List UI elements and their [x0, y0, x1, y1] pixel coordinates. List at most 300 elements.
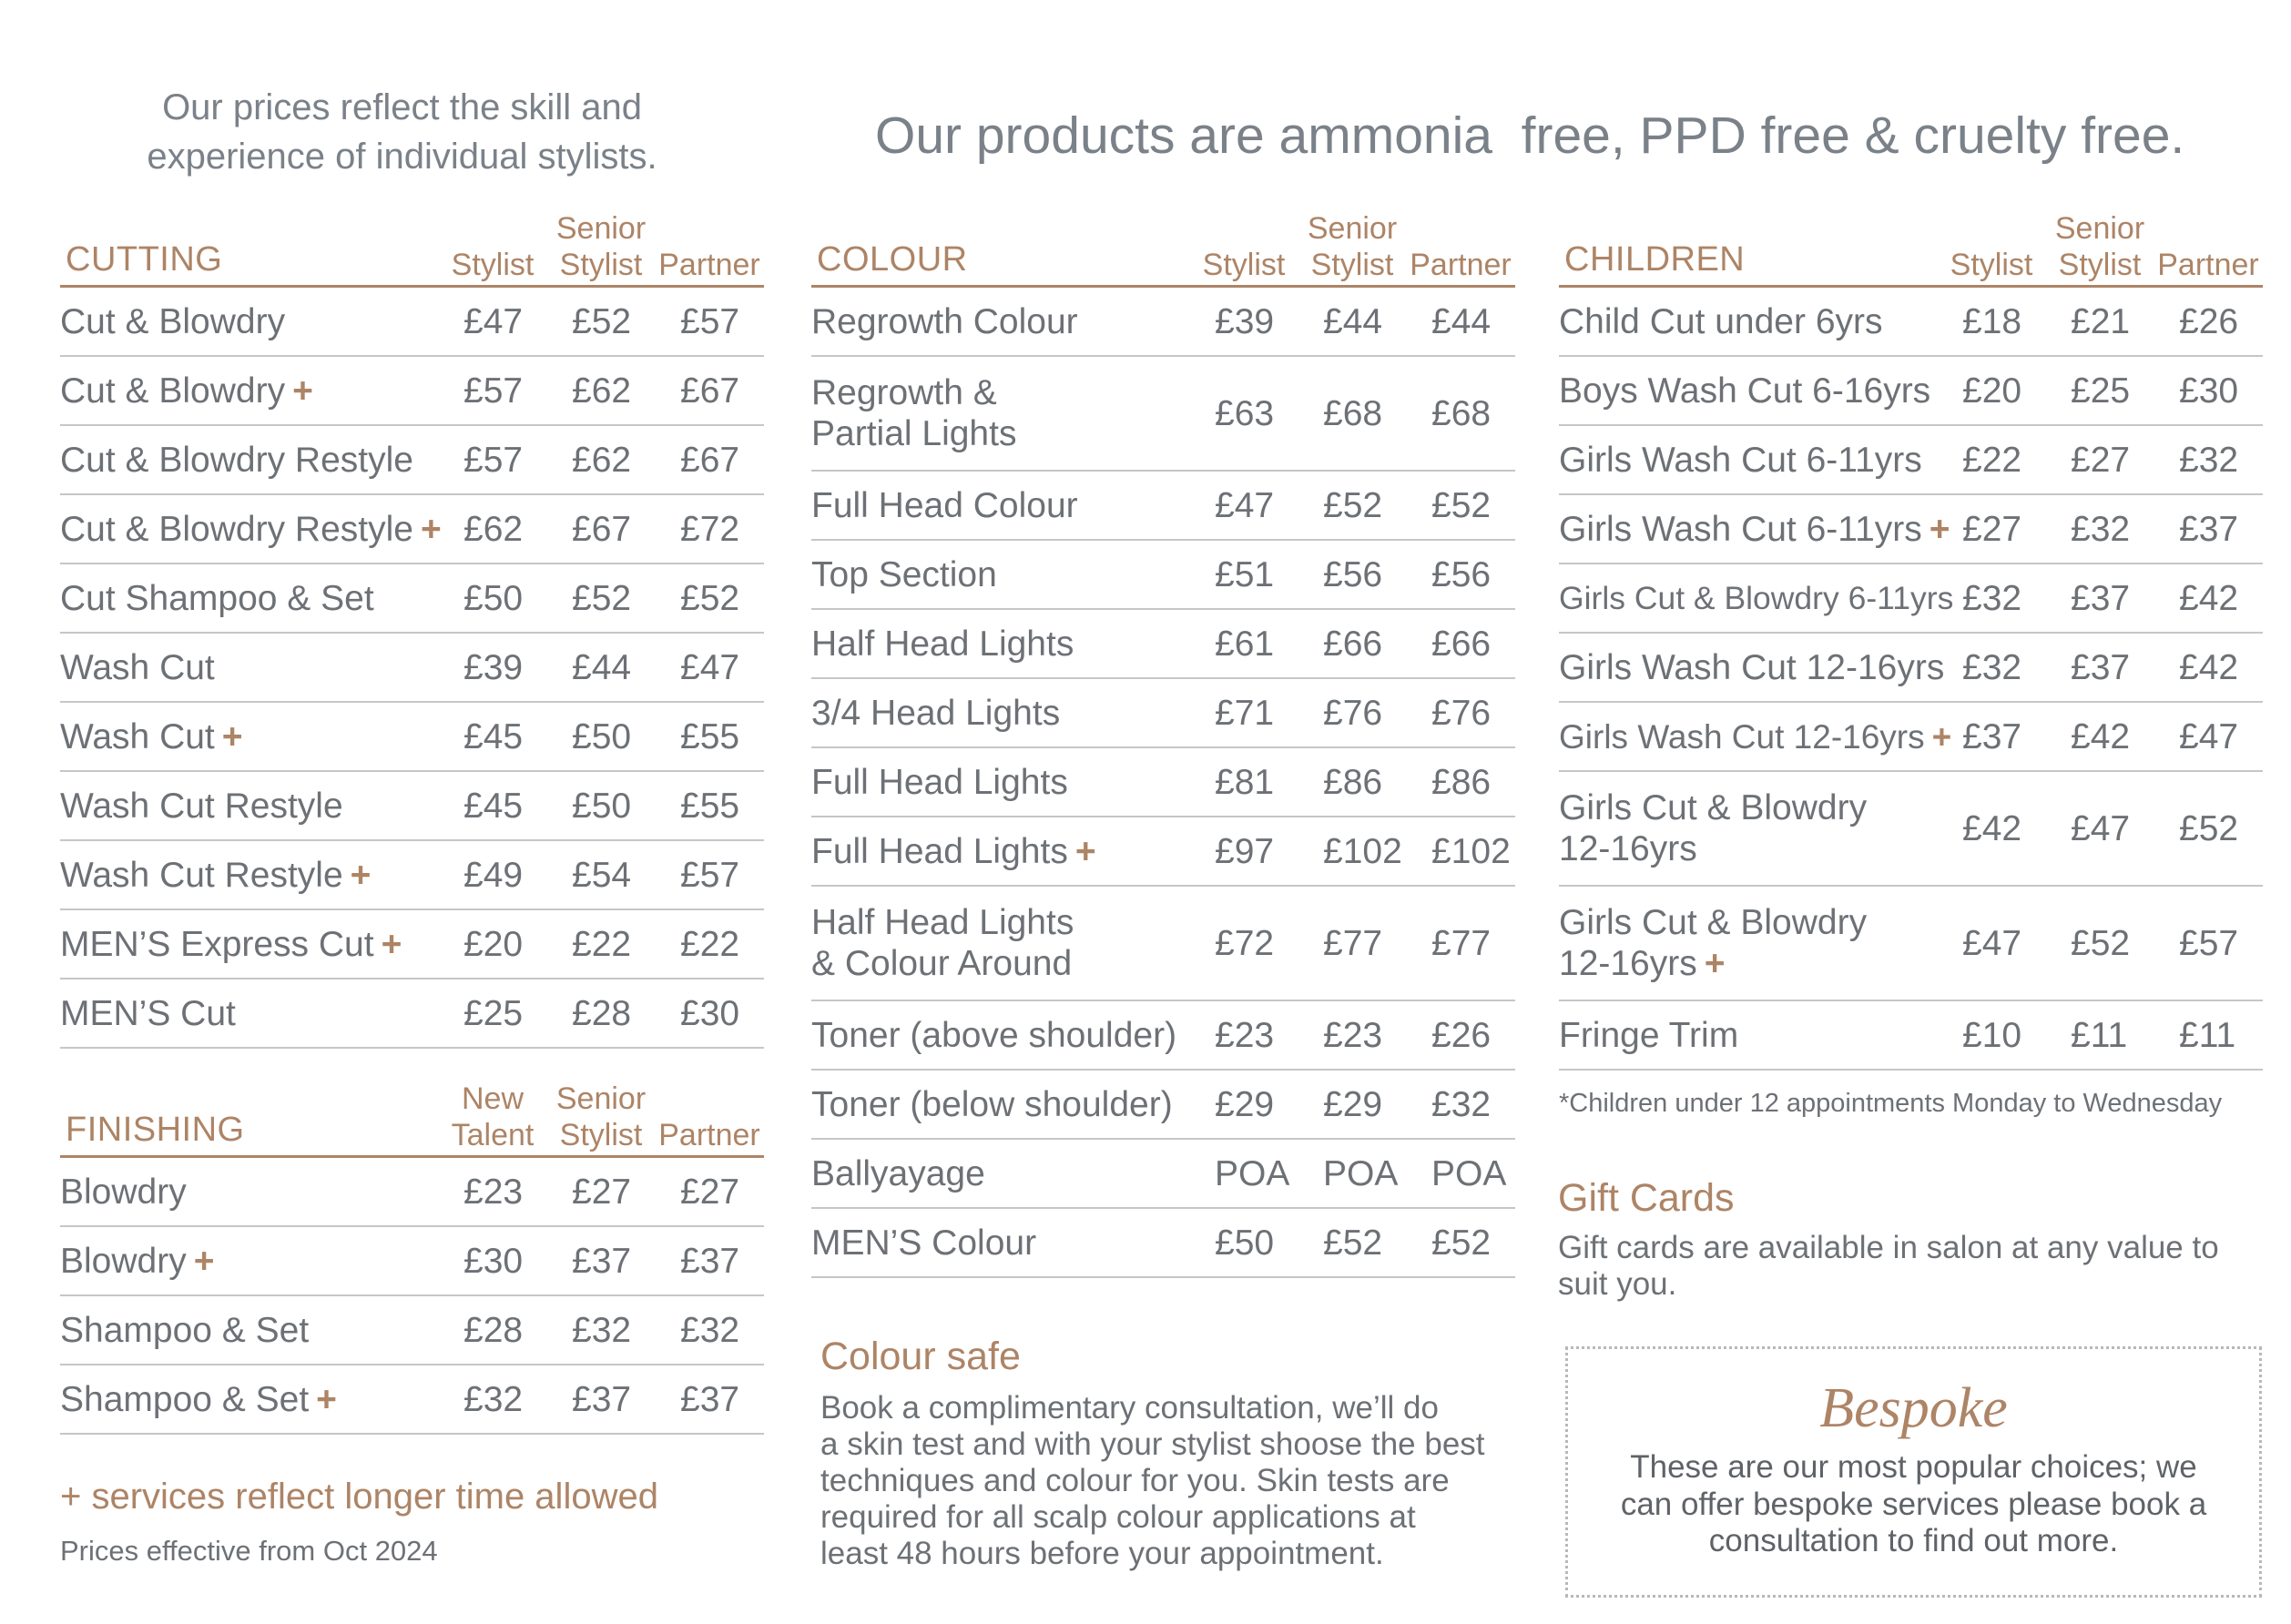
service-name-line	[1559, 828, 1697, 869]
price-senior-stylist: £37	[572, 1379, 632, 1419]
price-row	[60, 1158, 764, 1227]
children-appointments-note: *Children under 12 appointments Monday to Wednesday	[1559, 1089, 2223, 1118]
longer-time-note: + services reflect longer time allowed	[60, 1477, 658, 1517]
service-name-line	[811, 762, 1068, 803]
price-senior-stylist: £37	[2071, 578, 2131, 618]
price-stylist: £20	[463, 924, 524, 964]
price-senior-stylist: £52	[1323, 1223, 1383, 1263]
service-name-line	[811, 554, 997, 595]
service-name-text: Boys Wash Cut 6-16yrs	[1559, 370, 1931, 411]
bespoke-box	[1565, 1346, 2262, 1598]
column-header-stylist	[452, 247, 535, 283]
longer-time-plus-marker: +	[193, 1241, 215, 1281]
service-name-line	[811, 943, 1072, 984]
column-header-line: Senior	[555, 211, 647, 246]
price-stylist: £63	[1215, 393, 1275, 433]
service-name-text: Top Section	[811, 554, 997, 594]
price-partner: £52	[1431, 1223, 1492, 1263]
price-senior-stylist: £102	[1323, 831, 1402, 871]
price-row	[60, 426, 764, 495]
service-name-text: Cut & Blowdry Restyle	[60, 509, 413, 549]
service-name-text: Full Head Lights	[811, 831, 1068, 871]
service-name	[811, 1084, 1215, 1125]
service-name-text: MEN’S Express Cut	[60, 924, 374, 964]
colour-title: COLOUR	[817, 240, 968, 279]
price-senior-stylist: £27	[2071, 440, 2131, 480]
price-partner: £72	[680, 509, 740, 549]
price-partner: £30	[2179, 370, 2239, 411]
price-stylist: £10	[1962, 1015, 2022, 1055]
price-row	[811, 1001, 1515, 1071]
service-name-line	[1559, 647, 1944, 688]
service-name-text: Cut & Blowdry Restyle	[60, 440, 413, 480]
price-partner: £42	[2179, 647, 2239, 687]
service-name-line	[60, 647, 215, 688]
service-name-text: Blowdry	[60, 1241, 187, 1281]
price-stylist: £51	[1215, 554, 1275, 594]
service-name	[811, 1223, 1215, 1264]
service-name	[1559, 1015, 1962, 1056]
service-name	[60, 370, 463, 411]
price-stylist: £45	[463, 786, 524, 826]
column-header-line: Senior	[1307, 211, 1398, 246]
price-senior-stylist: £28	[572, 993, 632, 1033]
service-name	[60, 1172, 463, 1213]
price-senior-stylist: £62	[572, 440, 632, 480]
price-partner: £86	[1431, 762, 1492, 802]
service-name-line	[60, 509, 442, 550]
service-name-text: Half Head Lights	[811, 624, 1074, 664]
price-senior-stylist: £77	[1323, 923, 1383, 963]
price-row	[811, 817, 1515, 887]
service-name	[60, 578, 463, 619]
service-name-line	[60, 924, 402, 965]
bespoke-line: consultation to find out more.	[1708, 1523, 2119, 1558]
service-name-line	[60, 578, 374, 619]
price-senior-stylist: £68	[1323, 393, 1383, 433]
price-row	[60, 288, 764, 357]
service-name-line	[811, 485, 1078, 526]
price-partner: £47	[2179, 716, 2239, 756]
service-name-line	[60, 786, 343, 827]
price-stylist: POA	[1215, 1153, 1290, 1193]
price-senior-stylist: £47	[2071, 808, 2131, 848]
price-senior-stylist: £52	[1323, 485, 1383, 525]
column-header-line: Senior	[2054, 211, 2145, 246]
column-header-line: Senior	[555, 1081, 647, 1116]
service-name-text: Partial Lights	[811, 414, 1017, 453]
price-partner: £67	[680, 370, 740, 411]
colour-header	[811, 212, 1515, 288]
price-senior-stylist: £27	[572, 1172, 632, 1212]
price-stylist: £39	[1215, 301, 1275, 341]
price-stylist: £81	[1215, 762, 1275, 802]
service-name-line	[811, 624, 1074, 665]
service-name-line	[60, 1310, 309, 1351]
price-partner: £22	[680, 924, 740, 964]
children-title: CHILDREN	[1564, 240, 1746, 279]
price-senior-stylist: £50	[572, 786, 632, 826]
price-row	[1559, 887, 2263, 1001]
price-senior-stylist: £32	[572, 1310, 632, 1350]
service-name-text: Toner (above shoulder)	[811, 1015, 1177, 1055]
price-senior-stylist: £22	[572, 924, 632, 964]
price-new-talent: £28	[463, 1310, 524, 1350]
colour-safe-line: required for all scalp colour applications at	[820, 1499, 1416, 1535]
price-senior-stylist: £52	[572, 578, 632, 618]
price-partner: £42	[2179, 578, 2239, 618]
longer-time-plus-marker: +	[1704, 944, 1726, 983]
column-header-line: Partner	[658, 1118, 760, 1152]
service-name	[811, 693, 1215, 734]
price-stylist: £47	[463, 301, 524, 341]
colour-safe-text	[820, 1390, 1485, 1572]
children-section	[1559, 212, 2263, 1071]
service-name-line	[1559, 1015, 1738, 1056]
price-partner: £56	[1431, 554, 1492, 594]
colour-section	[811, 212, 1515, 1278]
price-row	[60, 357, 764, 426]
price-stylist: £71	[1215, 693, 1275, 733]
price-stylist: £18	[1962, 301, 2022, 341]
bespoke-heading: Bespoke	[1819, 1377, 2008, 1439]
longer-time-plus-marker: +	[420, 509, 442, 549]
pricing-tagline-line: experience of individual stylists.	[147, 137, 657, 177]
service-name-text: Girls Cut & Blowdry	[1559, 788, 1868, 827]
service-name-line	[811, 693, 1060, 734]
service-name	[60, 440, 463, 481]
price-row	[1559, 564, 2263, 634]
price-partner: £77	[1431, 923, 1492, 963]
price-senior-stylist: £25	[2071, 370, 2131, 411]
price-senior-stylist: £52	[572, 301, 632, 341]
price-stylist: £29	[1215, 1084, 1275, 1124]
column-header-line: Stylist	[559, 248, 643, 282]
service-name	[60, 993, 463, 1034]
service-name-text: Wash Cut Restyle	[60, 786, 343, 826]
service-name-text: Ballyayage	[811, 1153, 985, 1193]
price-new-talent: £32	[463, 1379, 524, 1419]
bespoke-line: These are our most popular choices; we	[1630, 1449, 2197, 1485]
service-name	[60, 924, 463, 965]
service-name-text: MEN’S Cut	[60, 993, 236, 1033]
service-name-text: Half Head Lights	[811, 903, 1074, 942]
service-name-line	[60, 993, 236, 1034]
service-name	[811, 902, 1215, 984]
service-name	[1559, 578, 1962, 619]
service-name-line	[1559, 716, 1951, 757]
gift-cards-heading: Gift Cards	[1558, 1176, 1735, 1220]
price-row	[811, 472, 1515, 541]
price-row	[60, 772, 764, 841]
price-senior-stylist: £50	[572, 716, 632, 756]
price-row	[1559, 288, 2263, 357]
longer-time-plus-marker: +	[381, 924, 402, 964]
price-stylist: £25	[463, 993, 524, 1033]
column-header-stylist	[1950, 247, 2033, 283]
service-name-text: Wash Cut	[60, 647, 215, 687]
price-stylist: £32	[1962, 578, 2022, 618]
service-name	[60, 647, 463, 688]
products-tagline: Our products are ammonia free, PPD free & cruelty free.	[875, 107, 2185, 165]
gift-cards-line: Gift cards are available in salon at any value to	[1558, 1230, 2219, 1265]
column-header-new-talent	[452, 1081, 535, 1153]
price-senior-stylist: £44	[1323, 301, 1383, 341]
price-stylist: £39	[463, 647, 524, 687]
price-new-talent: £30	[463, 1241, 524, 1281]
service-name	[811, 762, 1215, 803]
price-row	[811, 1140, 1515, 1209]
price-partner: £32	[680, 1310, 740, 1350]
column-header-senior-stylist	[2055, 210, 2144, 283]
cutting-price-list	[60, 288, 764, 1049]
price-row	[811, 541, 1515, 610]
price-partner: POA	[1431, 1153, 1507, 1193]
column-header-partner	[1410, 247, 1512, 283]
column-header-line: Stylist	[1310, 248, 1394, 282]
price-senior-stylist: £54	[572, 855, 632, 895]
column-header-senior-stylist	[1308, 210, 1397, 283]
price-senior-stylist: £76	[1323, 693, 1383, 733]
service-name-text: Girls Wash Cut 12-16yrs	[1559, 647, 1945, 687]
pricing-tagline-line: Our prices reflect the skill and	[162, 87, 642, 127]
price-row	[1559, 772, 2263, 887]
column-header-line: Partner	[1410, 248, 1512, 282]
service-name-line	[1559, 370, 1930, 411]
service-name-line	[811, 1084, 1173, 1125]
price-senior-stylist: POA	[1323, 1153, 1399, 1193]
service-name-line	[1559, 301, 1883, 342]
price-partner: £52	[2179, 808, 2239, 848]
price-partner: £32	[2179, 440, 2239, 480]
column-header-senior-stylist	[556, 1081, 646, 1153]
price-partner: £26	[1431, 1015, 1492, 1055]
price-row	[811, 1071, 1515, 1140]
price-partner: £11	[2179, 1015, 2236, 1055]
price-partner: £32	[1431, 1084, 1492, 1124]
price-senior-stylist: £23	[1323, 1015, 1383, 1055]
gift-cards-block	[1558, 1175, 2219, 1303]
cutting-header	[60, 212, 764, 288]
price-row	[1559, 634, 2263, 703]
finishing-price-list	[60, 1158, 764, 1435]
column-header-line: Stylist	[451, 248, 535, 282]
price-partner: £27	[680, 1172, 740, 1212]
prices-effective-note: Prices effective from Oct 2024	[60, 1535, 438, 1567]
price-stylist: £50	[463, 578, 524, 618]
price-partner: £55	[680, 716, 740, 756]
price-partner: £102	[1431, 831, 1511, 871]
price-senior-stylist: £42	[2071, 716, 2131, 756]
cutting-title: CUTTING	[66, 240, 223, 279]
colour-safe-line: techniques and colour for you. Skin tests are	[820, 1463, 1450, 1498]
service-name-text: Girls Cut & Blowdry	[1559, 903, 1868, 942]
service-name-text: Girls Wash Cut 12-16yrs	[1559, 717, 1925, 756]
service-name-text: Cut & Blowdry	[60, 301, 286, 341]
service-name-line	[1559, 440, 1922, 481]
service-name	[1559, 716, 1962, 757]
price-partner: £66	[1431, 624, 1492, 664]
service-name	[1559, 370, 1962, 411]
colour-safe-block	[820, 1334, 1485, 1572]
service-name-line	[1559, 902, 1867, 943]
price-partner: £44	[1431, 301, 1492, 341]
price-stylist: £23	[1215, 1015, 1275, 1055]
price-stylist: £20	[1962, 370, 2022, 411]
service-name	[1559, 902, 1962, 984]
price-senior-stylist: £67	[572, 509, 632, 549]
children-price-list	[1559, 288, 2263, 1071]
price-row	[60, 1227, 764, 1296]
price-partner: £68	[1431, 393, 1492, 433]
children-header	[1559, 212, 2263, 288]
price-row	[811, 357, 1515, 472]
price-stylist: £45	[463, 716, 524, 756]
cutting-section	[60, 212, 764, 1049]
service-name-line	[60, 1172, 187, 1213]
price-row	[811, 610, 1515, 679]
price-partner: £57	[680, 301, 740, 341]
price-partner: £30	[680, 993, 740, 1033]
colour-safe-line: least 48 hours before your appointment.	[820, 1536, 1384, 1571]
pricing-tagline	[55, 83, 749, 181]
column-header-line: Stylist	[2058, 248, 2142, 282]
service-name-line	[60, 1379, 337, 1420]
price-stylist: £27	[1962, 509, 2022, 549]
price-row	[60, 979, 764, 1049]
service-name-text: Child Cut under 6yrs	[1559, 301, 1883, 341]
price-new-talent: £23	[463, 1172, 524, 1212]
price-stylist: £47	[1215, 485, 1275, 525]
service-name	[811, 1015, 1215, 1056]
price-stylist: £72	[1215, 923, 1275, 963]
price-partner: £37	[680, 1379, 740, 1419]
price-stylist: £47	[1962, 923, 2022, 963]
service-name-text: 12-16yrs	[1559, 944, 1697, 983]
price-senior-stylist: £37	[572, 1241, 632, 1281]
service-name-text: Cut Shampoo & Set	[60, 578, 374, 618]
price-row	[811, 679, 1515, 748]
service-name	[60, 1310, 463, 1351]
price-senior-stylist: £11	[2071, 1015, 2128, 1055]
price-stylist: £49	[463, 855, 524, 895]
colour-safe-heading: Colour safe	[820, 1335, 1021, 1378]
gift-cards-text	[1558, 1230, 2219, 1303]
price-row	[60, 703, 764, 772]
service-name-line	[811, 1015, 1176, 1056]
price-partner: £55	[680, 786, 740, 826]
colour-safe-line: Book a complimentary consultation, we’ll do	[820, 1390, 1439, 1426]
service-name-line	[811, 831, 1096, 872]
service-name-line	[1559, 509, 1950, 550]
price-row	[1559, 357, 2263, 426]
price-stylist: £57	[463, 370, 524, 411]
service-name-text: MEN’S Colour	[811, 1223, 1037, 1263]
longer-time-plus-marker: +	[1931, 717, 1952, 756]
service-name-text: Fringe Trim	[1559, 1015, 1739, 1055]
finishing-title: FINISHING	[66, 1111, 245, 1149]
price-partner: £57	[680, 855, 740, 895]
service-name	[811, 372, 1215, 454]
service-name	[1559, 301, 1962, 342]
service-name	[60, 1379, 463, 1420]
price-row	[60, 841, 764, 910]
column-header-partner	[658, 1117, 760, 1153]
price-stylist: £57	[463, 440, 524, 480]
finishing-section	[60, 1082, 764, 1435]
price-partner: £57	[2179, 923, 2239, 963]
price-senior-stylist: £21	[2071, 301, 2131, 341]
service-name	[1559, 787, 1962, 869]
price-row	[1559, 426, 2263, 495]
service-name-line	[60, 855, 371, 896]
service-name-line	[811, 902, 1074, 943]
service-name-text: Full Head Lights	[811, 762, 1068, 802]
service-name	[60, 509, 463, 550]
price-stylist: £37	[1962, 716, 2022, 756]
service-name-text: Shampoo & Set	[60, 1310, 310, 1350]
price-stylist: £61	[1215, 624, 1275, 664]
price-partner: £52	[1431, 485, 1492, 525]
column-header-line: Stylist	[1950, 248, 2033, 282]
service-name-text: & Colour Around	[811, 944, 1073, 983]
service-name-text: Regrowth Colour	[811, 301, 1078, 341]
service-name-text: Wash Cut Restyle	[60, 855, 343, 895]
service-name	[1559, 509, 1962, 550]
price-row	[60, 495, 764, 564]
gift-cards-line: suit you.	[1558, 1266, 1677, 1302]
service-name-text: Girls Cut & Blowdry 6-11yrs	[1559, 579, 1954, 616]
column-header-line: Stylist	[1202, 248, 1286, 282]
service-name	[1559, 647, 1962, 688]
column-header-stylist	[1203, 247, 1286, 283]
service-name	[811, 831, 1215, 872]
price-senior-stylist: £32	[2071, 509, 2131, 549]
price-row	[60, 910, 764, 979]
price-row	[1559, 495, 2263, 564]
service-name-line	[60, 440, 413, 481]
longer-time-plus-marker: +	[1929, 509, 1950, 549]
service-name-line	[1559, 787, 1867, 828]
service-name-line	[811, 1223, 1036, 1264]
price-partner: £37	[2179, 509, 2239, 549]
column-header-line: Stylist	[559, 1118, 643, 1152]
column-header-partner	[2157, 247, 2259, 283]
price-row	[811, 748, 1515, 817]
service-name-line	[60, 370, 313, 411]
service-name-line	[811, 301, 1078, 342]
service-name	[60, 1241, 463, 1282]
price-senior-stylist: £37	[2071, 647, 2131, 687]
price-row	[1559, 703, 2263, 772]
service-name	[1559, 440, 1962, 481]
service-name-text: Blowdry	[60, 1172, 187, 1212]
price-partner: £26	[2179, 301, 2239, 341]
price-stylist: £32	[1962, 647, 2022, 687]
service-name-line	[811, 372, 997, 413]
price-row	[60, 1296, 764, 1365]
price-stylist: £62	[463, 509, 524, 549]
service-name	[60, 786, 463, 827]
price-partner: £37	[680, 1241, 740, 1281]
service-name-text: Shampoo & Set	[60, 1379, 310, 1419]
colour-safe-line: a skin test and with your stylist shoose the best	[820, 1426, 1485, 1462]
longer-time-plus-marker: +	[221, 716, 243, 756]
service-name	[60, 301, 463, 342]
price-stylist: £22	[1962, 440, 2022, 480]
column-header-line: New	[461, 1081, 524, 1116]
price-partner: £67	[680, 440, 740, 480]
